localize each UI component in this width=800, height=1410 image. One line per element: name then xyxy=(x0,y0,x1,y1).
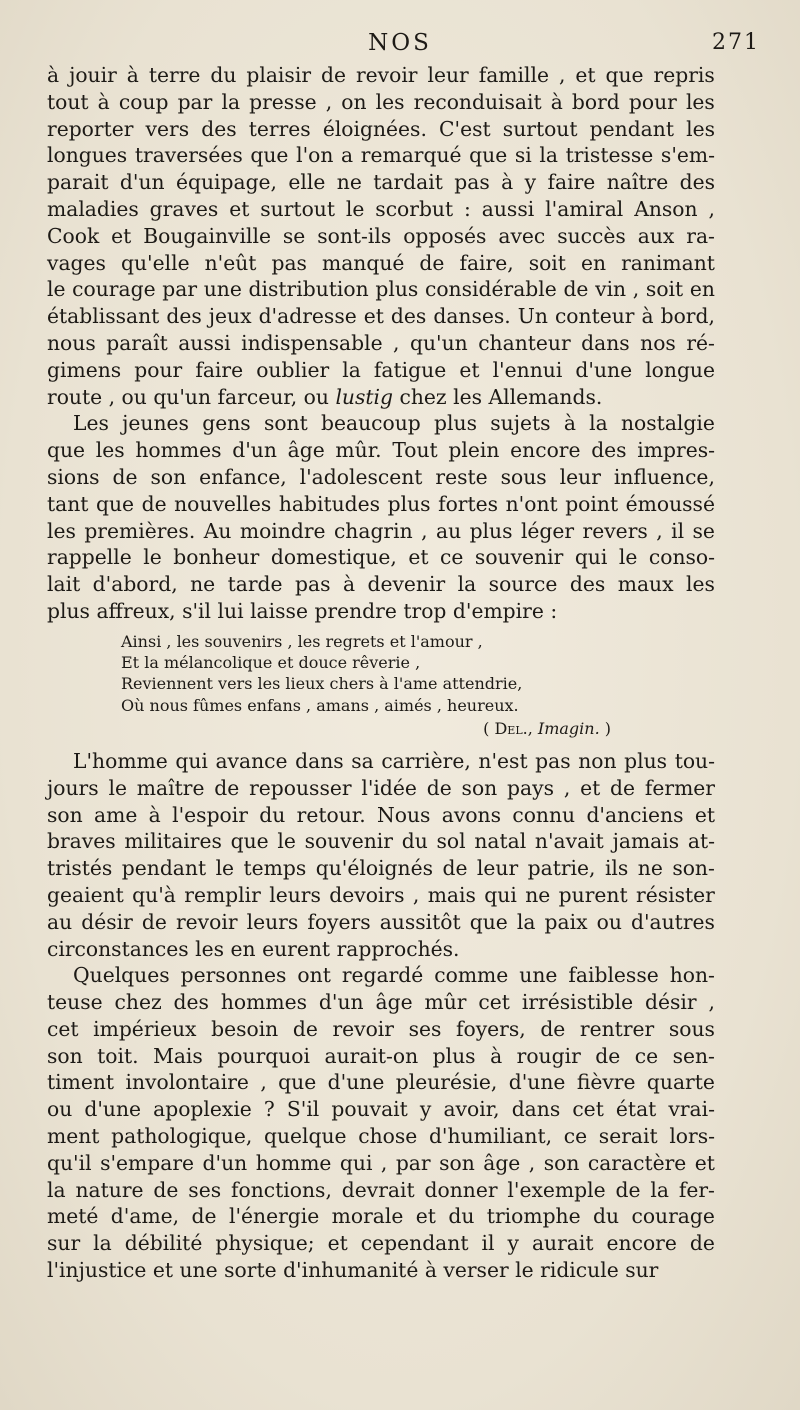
text-line: l'injustice et une sorte d'inhumanité à verser le ridicule sur xyxy=(47,1258,659,1283)
paragraph xyxy=(47,62,715,410)
text-line: jours le maître de repousser l'idée de son pays , et de fermer xyxy=(47,775,715,800)
paragraph xyxy=(47,410,715,624)
text-line: les premières. Au moindre chagrin , au plus léger revers , il se xyxy=(47,518,715,543)
text-line: établissant des jeux d'adresse et des danses. Un conteur à bord, xyxy=(47,304,715,329)
text-line: ou d'une apoplexie ? S'il pouvait y avoir, dans cet état vrai- xyxy=(47,1097,715,1122)
text-line: que les hommes d'un âge mûr. Tout plein encore des impres- xyxy=(47,438,715,463)
paragraph xyxy=(47,748,715,962)
text-line: nous paraît aussi indispensable , qu'un chanteur dans nos ré- xyxy=(47,330,715,355)
text-line: maladies graves et surtout le scorbut : aussi l'amiral Anson , xyxy=(47,196,715,221)
text-line: vages qu'elle n'eût pas manqué de faire, soit en ranimant xyxy=(47,250,715,275)
running-head: NOS xyxy=(368,30,432,56)
text-before-poem xyxy=(47,62,715,625)
text-line: rappelle le bonheur domestique, et ce souvenir qui le conso- xyxy=(47,545,715,570)
text-line: lait d'abord, ne tarde pas à devenir la source des maux les xyxy=(47,572,715,597)
text-line: au désir de revoir leurs foyers aussitôt que la paix ou d'autres xyxy=(47,909,715,934)
poem-line: Reviennent vers les lieux chers à l'ame attendrie, xyxy=(121,674,523,694)
text-line: tristés pendant le temps qu'éloignés de leur patrie, ils ne son- xyxy=(47,856,715,881)
text-line: ment pathologique, quelque chose d'humiliant, ce serait lors- xyxy=(47,1124,715,1149)
text-line: Cook et Bougainville se sont-ils opposés avec succès aux ra- xyxy=(47,223,715,248)
text-line: route , ou qu'un farceur, ou lustig chez les Allemands. xyxy=(47,384,603,409)
text-line: tout à coup par la presse , on les reconduisait à bord pour les xyxy=(47,89,715,114)
text-line: sions de son enfance, l'adolescent reste sous leur influence, xyxy=(47,464,715,489)
poem-quotation xyxy=(121,631,715,716)
text-line: sur la débilité physique; et cependant il y aurait encore de xyxy=(47,1231,715,1256)
text-line: reporter vers des terres éloignées. C'est surtout pendant les xyxy=(47,116,715,141)
text-line: gimens pour faire oublier la fatigue et l'ennui d'une longue xyxy=(47,357,715,382)
page-body xyxy=(47,62,715,1284)
poem-line: Où nous fûmes enfans , amans , aimés , heureux. xyxy=(121,695,519,715)
text-line: Quelques personnes ont regardé comme une faiblesse hon- xyxy=(73,963,715,988)
page-number: 271 xyxy=(712,30,760,55)
text-line: circonstances les en eurent rapprochés. xyxy=(47,936,460,961)
text-line: longues traversées que l'on a remarqué que si la tristesse s'em- xyxy=(47,143,715,168)
text-line: geaient qu'à remplir leurs devoirs , mais qui ne purent résister xyxy=(47,882,715,907)
text-after-poem xyxy=(47,748,715,1284)
text-line: son toit. Mais pourquoi aurait-on plus à rougir de ce sen- xyxy=(47,1043,715,1068)
text-line: braves militaires que le souvenir du sol natal n'avait jamais at- xyxy=(47,829,715,854)
text-line: L'homme qui avance dans sa carrière, n'est pas non plus tou- xyxy=(73,748,715,773)
text-line: son ame à l'espoir du retour. Nous avons connu d'anciens et xyxy=(47,802,715,827)
attribution-work: Imagin. xyxy=(537,718,600,738)
text-line: teuse chez des hommes d'un âge mûr cet irrésistible désir , xyxy=(47,990,715,1015)
text-line: qu'il s'empare d'un homme qui , par son âge , son caractère et xyxy=(47,1150,715,1175)
text-line: le courage par une distribution plus considérable de vin , soit en xyxy=(47,277,715,302)
text-line: cet impérieux besoin de revoir ses foyers, de rentrer sous xyxy=(47,1016,715,1041)
text-line: à jouir à terre du plaisir de revoir leur famille , et que repris xyxy=(47,63,715,87)
page-header xyxy=(40,30,760,64)
text-line: plus affreux, s'il lui laisse prendre trop d'empire : xyxy=(47,598,558,623)
text-line: timent involontaire , que d'une pleurésie, d'une fièvre quarte xyxy=(47,1070,715,1095)
text-line: Les jeunes gens sont beaucoup plus sujets à la nostalgie xyxy=(73,411,715,436)
attribution-author: Del. xyxy=(494,718,528,738)
text-line: la nature de ses fonctions, devrait donner l'exemple de la fer- xyxy=(47,1177,715,1202)
poem-attribution: ( Del., Imagin. ) xyxy=(483,718,611,738)
poem-line: Et la mélancolique et douce rêverie , xyxy=(121,653,421,673)
paragraph xyxy=(47,962,715,1284)
text-line: tant que de nouvelles habitudes plus fortes n'ont point émoussé xyxy=(47,491,715,516)
poem-line: Ainsi , les souvenirs , les regrets et l'amour , xyxy=(121,631,483,651)
text-line: parait d'un équipage, elle ne tardait pas à y faire naître des xyxy=(47,170,715,195)
text-line: meté d'ame, de l'énergie morale et du triomphe du courage xyxy=(47,1204,715,1229)
